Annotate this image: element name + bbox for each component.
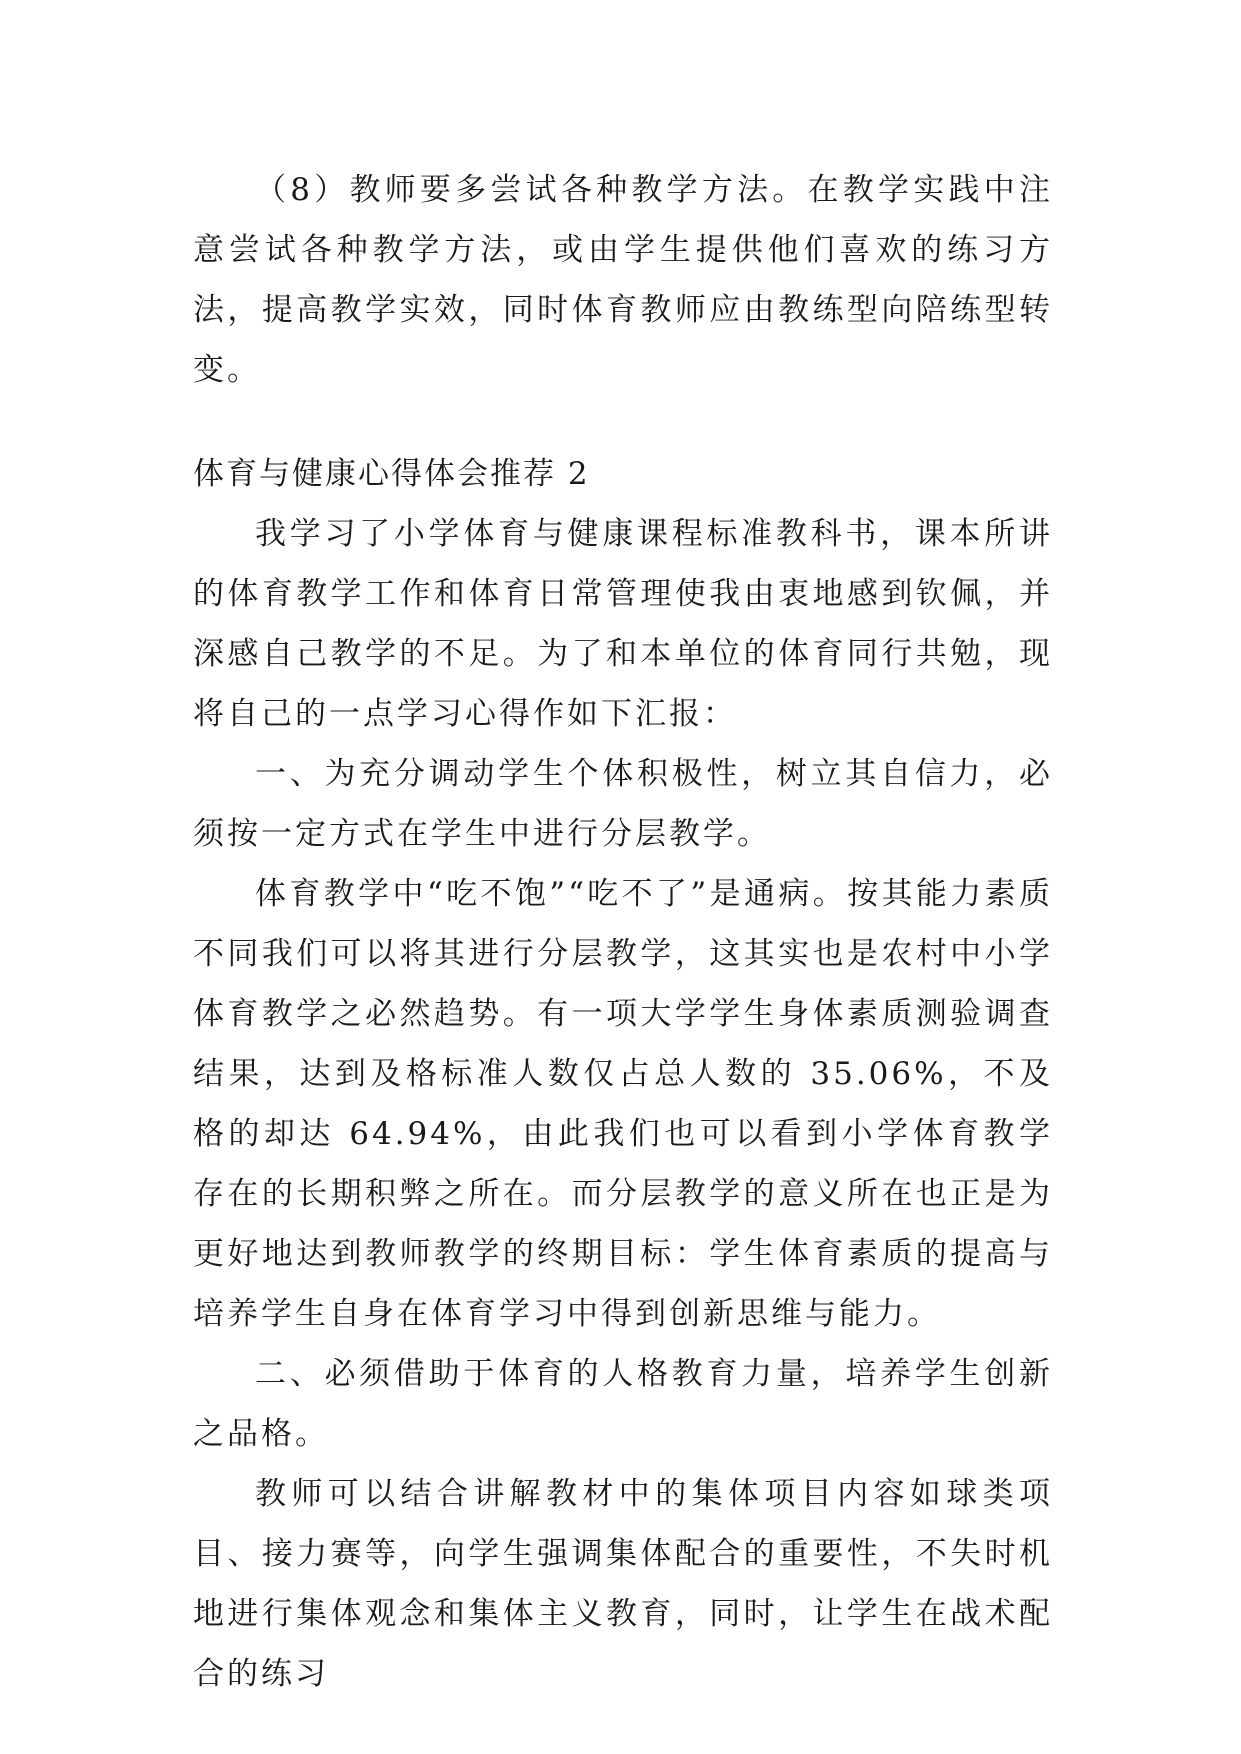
intro-paragraph: 我学习了小学体育与健康课程标准教科书，课本所讲的体育教学工作和体育日常管理使我由衷地感到钦佩，并深感自己教学的不足。为了和本单位的体育同行共勉，现将自己的一点学习心得作如下汇报： <box>193 516 1053 732</box>
section-title: 体育与健康心得体会推荐 2 <box>193 456 590 492</box>
point-1-heading: 一、为充分调动学生个体积极性，树立其自信力，必须按一定方式在学生中进行分层教学。 <box>193 756 1053 852</box>
document-body <box>193 160 1053 1704</box>
point-2-body: 教师可以结合讲解教材中的集体项目内容如球类项目、接力赛等，向学生强调集体配合的重要性，不失时机地进行集体观念和集体主义教育，同时，让学生在战术配合的练习 <box>193 1476 1053 1692</box>
point-2-heading: 二、必须借助于体育的人格教育力量，培养学生创新之品格。 <box>193 1356 1053 1452</box>
paragraph-8: （8）教师要多尝试各种教学方法。在教学实践中注意尝试各种教学方法，或由学生提供他们喜欢的练习方法，提高教学实效，同时体育教师应由教练型向陪练型转变。 <box>193 172 1053 388</box>
point-1-body: 体育教学中“吃不饱”“吃不了”是通病。按其能力素质不同我们可以将其进行分层教学，这其实也是农村中小学体育教学之必然趋势。有一项大学学生身体素质测验调查结果，达到及格标准人数仅占总人数的 35.06%，不及格的却达 64.94%，由此我们也可以看到小学体育教学存在的长期积弊之所在。而分层教学的意义所在也正是为更好地达到教师教学的终期目标：学生体育素质的提高与培养学生自身在体育学习中得到创新思维与能力。 <box>193 876 1053 1332</box>
